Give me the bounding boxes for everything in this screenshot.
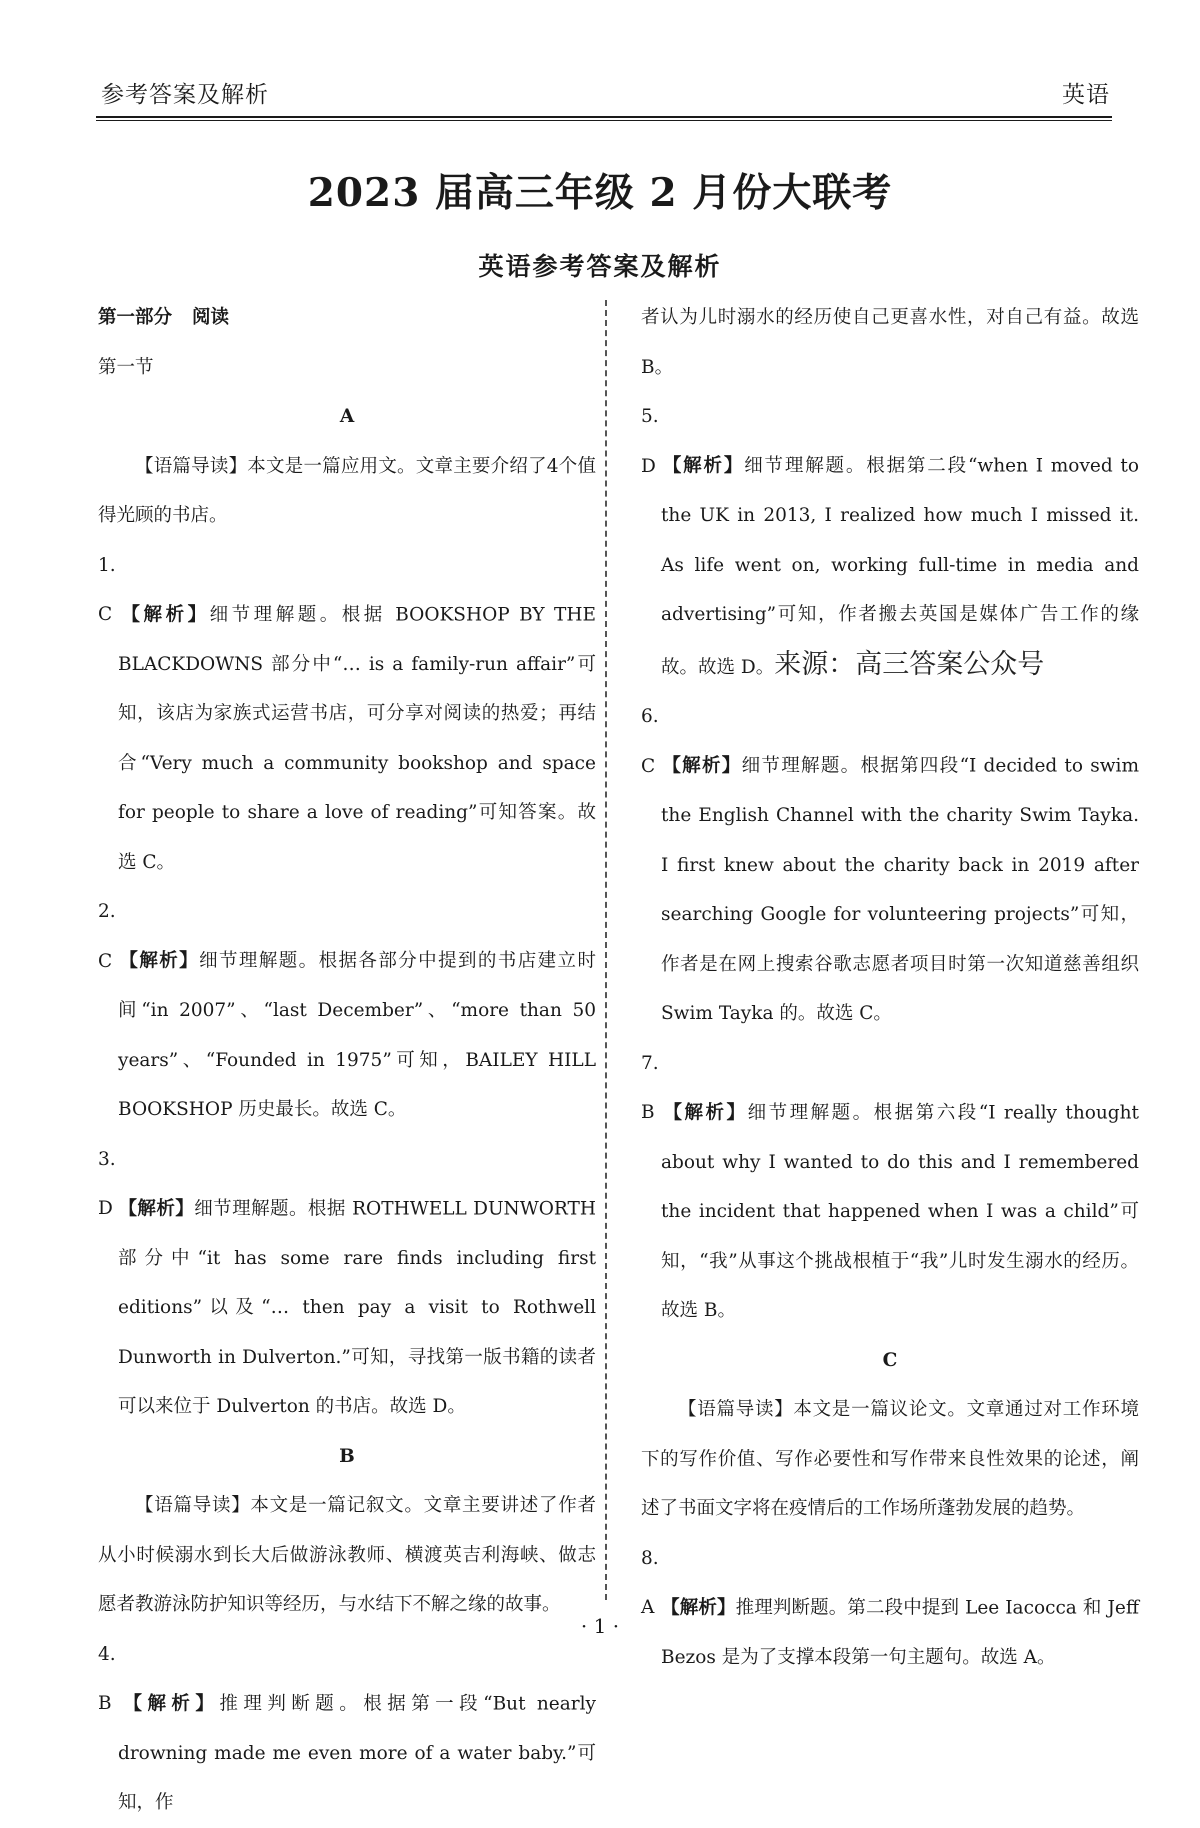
answer-number: 6. C [641, 706, 659, 777]
part-label: 第一部分 [98, 307, 173, 328]
header-left-title: 参考答案及解析 [101, 82, 269, 108]
header-rule [96, 116, 1112, 118]
right-column [641, 293, 1139, 1682]
column-divider [605, 300, 607, 1600]
page-title: 2023 届高三年级 2 月份大联考 [307, 170, 893, 216]
part-name: 阅读 [192, 307, 230, 328]
analysis-tag: 【解析】 [661, 1597, 736, 1618]
answer-text: 细节理解题。根据第四段“I decided to swim the English Channel with the charity Swim Tayka. I first knew about the charity back in 2019 after searching Google for volunteering projects”可知，作者是在网上搜索谷歌志愿者项目时第一次知道慈善组织 Swim Tayka 的。故选 C。 [661, 755, 1139, 1024]
passage-b-intro: 【语篇导读】本文是一篇记叙文。文章主要讲述了作者从小时候溺水到长大后做游泳教师、横渡英吉利海峡、做志愿者教游泳防护知识等经历，与水结下不解之缘的故事。 [98, 1495, 596, 1615]
answer-number: 4. B [98, 1643, 116, 1714]
answer-text: 细节理解题。根据 BOOKSHOP BY THE BLACKDOWNS 部分中“… is a family-run affair”可知，该店为家族式运营书店，可分享对阅读的热爱；再结合“Very much a community bookshop and space for people to share a love of reading”可知答案。故选 C。 [118, 604, 596, 873]
analysis-tag: 【解析】 [661, 755, 742, 777]
passage-b-label: B [339, 1445, 355, 1467]
passage-a-intro: 【语篇导读】本文是一篇应用文。文章主要介绍了4个值得光顾的书店。 [98, 455, 596, 526]
answer-text: 推理判断题。根据第一段“But nearly drowning made me even more of a water baby.”可知，作 [118, 1693, 596, 1813]
analysis-tag: 【解析】 [118, 604, 210, 625]
left-column [98, 293, 596, 1828]
page-number: · 1 · [580, 1614, 620, 1638]
analysis-tag: 【解析】 [661, 1102, 748, 1123]
passage-c-label: C [882, 1349, 898, 1371]
answer-number: 1. C [98, 554, 116, 625]
answer-item-4-continued: 者认为儿时溺水的经历使自己更喜水性，对自己有益。故选 B。 [641, 307, 1139, 378]
answer-item-7 [641, 1039, 1139, 1336]
answer-text: 细节理解题。根据 ROTHWELL DUNWORTH 部分中“it has some rare finds including first editions”以及“… then pay a visit to Rothwell Dunworth in Dulverton.”可知，寻找第一版书籍的读者可以来位于 Dulverton 的书店。故选 D。 [118, 1198, 596, 1417]
passage-c-intro: 【语篇导读】本文是一篇议论文。文章通过对工作环境下的写作价值、写作必要性和写作带来良性效果的论述，阐述了书面文字将在疫情后的工作场所蓬勃发展的趋势。 [641, 1399, 1139, 1519]
answer-number: 3. D [98, 1148, 116, 1219]
analysis-tag: 【解析】 [118, 1693, 220, 1714]
passage-a-label: A [339, 406, 355, 427]
analysis-tag: 【解析】 [118, 950, 200, 972]
source-watermark: 来源：高三答案公众号 [774, 648, 1045, 680]
answer-text: 推理判断题。第二段中提到 Lee Iacocca 和 Jeff Bezos 是为了支撑本段第一句主题句。故选 A。 [661, 1597, 1139, 1668]
part-heading [98, 293, 596, 343]
answer-item-1 [98, 541, 596, 888]
answer-item-3 [98, 1135, 596, 1432]
answer-number: 7. B [641, 1052, 659, 1123]
answer-item-4 [98, 1630, 596, 1828]
answer-item-5 [641, 392, 1139, 692]
answer-number: 5. D [641, 406, 659, 477]
analysis-tag: 【解析】 [661, 455, 745, 477]
answer-text: 细节理解题。根据各部分中提到的书店建立时间“in 2007”、“last December”、“more than 50 years”、“Founded in 1975”可知，BAILEY HILL BOOKSHOP 历史最长。故选 C。 [118, 950, 596, 1120]
answer-text: 细节理解题。根据第六段“I really thought about why I wanted to do this and I remembered the incident that happened when I was a child”可知，“我”从事这个挑战根植于“我”儿时发生溺水的经历。故选 B。 [661, 1102, 1139, 1321]
header-subject: 英语 [1062, 82, 1110, 108]
answer-item-2 [98, 887, 596, 1135]
analysis-tag: 【解析】 [118, 1198, 195, 1219]
answer-number: 2. C [98, 901, 116, 972]
page-subtitle: 英语参考答案及解析 [478, 252, 722, 281]
answer-item-8 [641, 1534, 1139, 1683]
section-heading: 第一节 [98, 356, 154, 378]
header-rule-thin [96, 120, 1112, 121]
answer-number: 8. A [641, 1547, 659, 1618]
answer-text: 细节理解题。根据第二段“when I moved to the UK in 2013, I realized how much I missed it. As life went on, working full-time in media and advertising”可知，作者搬去英国是媒体广告工作的缘故。故选 D。 [661, 455, 1139, 678]
answer-item-6 [641, 692, 1139, 1039]
